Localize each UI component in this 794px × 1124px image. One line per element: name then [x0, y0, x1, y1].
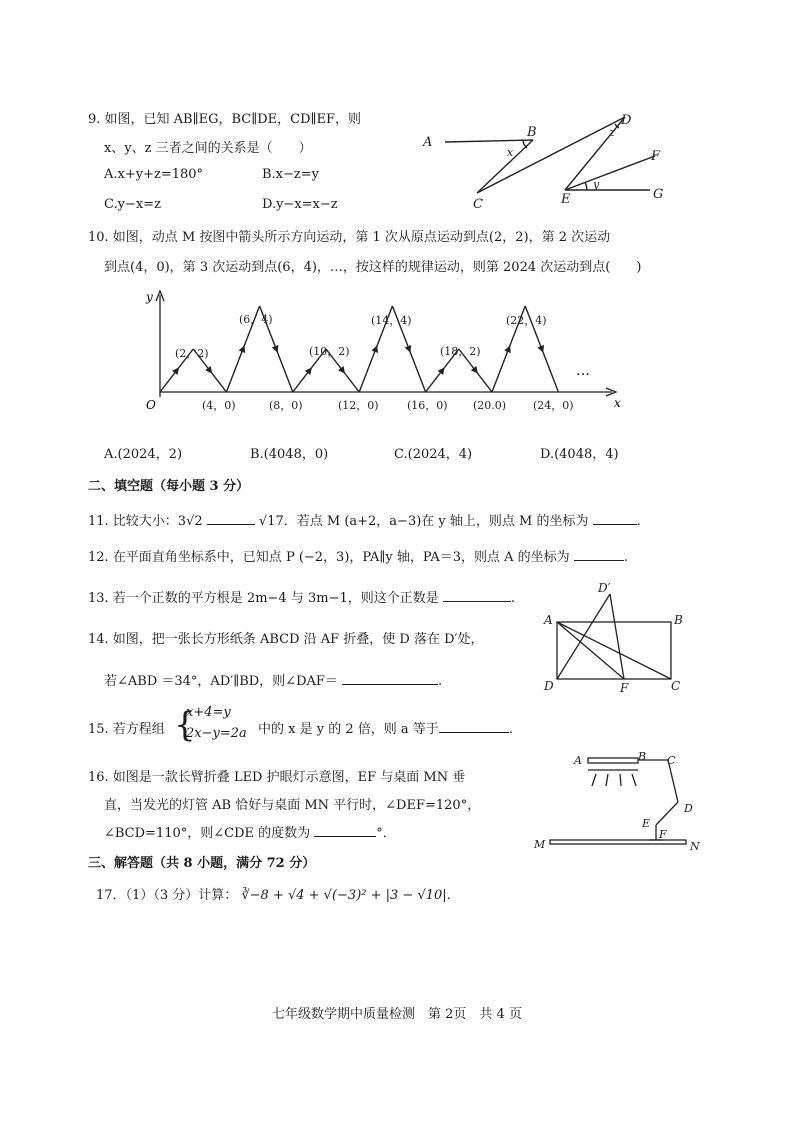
- q11-part1: 11. 比较大小：3√2: [88, 514, 203, 529]
- q14-line2-text: 若∠ABD ＝34°，AD′∥BD，则∠DAF＝: [104, 674, 338, 689]
- q9-stem-line2: x、y、z 三者之间的关系是（ ）: [104, 141, 312, 156]
- q10-movement-chart: [130, 285, 635, 420]
- direction-arrowhead: [471, 366, 478, 374]
- q10-option-c: C.(2024，4): [394, 447, 473, 462]
- q16-label-e: E: [642, 817, 651, 830]
- q9-label-b: B: [527, 125, 537, 140]
- direction-arrowhead: [338, 366, 345, 374]
- q15-eq2: 2x−y=2a: [186, 726, 247, 741]
- base-label-4: (16，0): [407, 399, 448, 412]
- section-answer-title: 三、解答题（共 8 小题，满分 72 分）: [88, 856, 316, 871]
- direction-arrowhead: [172, 367, 179, 375]
- q10-option-d: D.(4048，4): [540, 447, 619, 462]
- q17-label: 17．（1）（3 分）计算：: [96, 888, 238, 903]
- page-footer: 七年级数学期中质量检测 第 2页 共 4 页: [272, 1007, 522, 1022]
- q12-end: .: [623, 550, 628, 565]
- q9-label-g: G: [653, 187, 664, 202]
- q9-option-d: D.y−x=x−z: [262, 197, 338, 212]
- q15-blank[interactable]: [439, 718, 509, 733]
- q15-end: .: [508, 722, 513, 737]
- q14-line2: [104, 670, 442, 689]
- q17-expression: ∛−8 + √4 + √(−3)² + |3 − √10|.: [241, 888, 451, 903]
- peak-label-6: (22，4): [506, 314, 547, 327]
- q16-label-a: A: [574, 754, 582, 767]
- q16-blank[interactable]: [314, 822, 376, 837]
- peak-label-3: (10，2): [309, 345, 350, 358]
- q17-line: [96, 884, 451, 903]
- q9-label-e: E: [561, 192, 571, 207]
- q16-line2: 直，当发光的灯管 AB 恰好与桌面 MN 平行时，∠DEF=120°，: [104, 798, 481, 813]
- q12-text: 12. 在平面直角坐标系中，已知点 P (−2，3)，PA∥y 轴，PA＝3，则点 A 的坐标为: [88, 550, 570, 565]
- q9-label-z: z: [609, 126, 615, 139]
- direction-arrowhead: [205, 366, 212, 374]
- base-label-6: (24，0): [533, 399, 574, 412]
- q14-end: .: [438, 674, 443, 689]
- q16-end: °．: [376, 826, 396, 841]
- q14-label-dprime: D′: [598, 582, 611, 595]
- q11-blank-1[interactable]: [207, 510, 255, 525]
- q12-line: [88, 546, 628, 565]
- q9-label-f: F: [651, 149, 661, 164]
- q16-line3-text: ∠BCD=110°，则∠CDE 的度数为: [104, 826, 311, 841]
- q10-option-b: B.(4048，0): [250, 447, 329, 462]
- q16-label-f: F: [659, 828, 667, 841]
- q14-figure: [538, 582, 688, 694]
- q9-option-b: B.x−z=y: [262, 167, 319, 182]
- q9-stem-line1: 9. 如图，已知 AB∥EG，BC∥DE，CD∥EF，则: [88, 112, 362, 127]
- q13-end: .: [510, 591, 516, 606]
- q16-label-c: C: [667, 754, 676, 767]
- q16-line1: 16. 如图是一款长臂折叠 LED 护眼灯示意图，EF 与桌面 MN 垂: [88, 770, 466, 785]
- peak-label-1: (2，2): [175, 347, 209, 360]
- q14-label-f: F: [620, 681, 629, 694]
- peak-label-5: (18，2): [440, 345, 481, 358]
- q11-line: [88, 510, 641, 529]
- base-label-2: (8，0): [269, 399, 303, 412]
- direction-arrowhead: [438, 367, 445, 375]
- origin-label: O: [146, 398, 156, 412]
- q11-blank-2[interactable]: [593, 510, 637, 525]
- q9-label-c: C: [473, 197, 483, 210]
- q16-lamp-figure: [528, 752, 708, 856]
- q15-prefix: 15. 若方程组: [88, 722, 165, 737]
- q14-line1: 14. 如图，把一张长方形纸条 ABCD 沿 AF 折叠，使 D 落在 D′处，: [88, 632, 484, 647]
- q11-end: .: [636, 514, 641, 529]
- q14-label-d: D: [544, 679, 554, 693]
- q16-label-d: D: [684, 802, 693, 815]
- q15-brace: {: [174, 705, 196, 745]
- q15-suffix-text: 中的 x 是 y 的 2 倍，则 a 等于: [258, 722, 439, 737]
- q11-part2: √17．若点 M (a+2，a−3)在 y 轴上，则点 M 的坐标为: [258, 514, 589, 529]
- q13-blank[interactable]: [443, 587, 511, 602]
- ellipsis: …: [576, 363, 590, 379]
- peak-label-4: (14，4): [371, 314, 412, 327]
- section-fill-in-title: 二、填空题（每小题 3 分）: [88, 479, 250, 494]
- q15-suffix: [258, 718, 513, 737]
- q14-blank[interactable]: [342, 670, 438, 685]
- q10-stem-line2: 到点(4，0)，第 3 次运动到点(6，4)，…，按这样的规律运动，则第 2024 次运动到点( ): [104, 260, 642, 275]
- q10-stem-line1: 10. 如图，动点 M 按图中箭头所示方向运动，第 1 次从原点运动到点(2，2)，第 2 次运动: [88, 230, 611, 245]
- q13-text: 13. 若一个正数的平方根是 2m−4 与 3m−1，则这个正数是: [88, 591, 439, 606]
- q9-label-y: y: [593, 178, 600, 191]
- direction-arrowhead: [305, 367, 312, 375]
- q12-blank[interactable]: [574, 546, 624, 561]
- q16-label-b: B: [638, 752, 647, 763]
- q9-label-a: A: [423, 135, 433, 150]
- peak-label-2: (6，4): [239, 313, 273, 326]
- q9-option-a: A.x+y+z=180°: [104, 167, 204, 182]
- q16-label-n: N: [690, 840, 700, 853]
- base-label-5: (20.0): [473, 399, 507, 412]
- base-label-3: (12，0): [338, 399, 379, 412]
- q15-eq1: x+4=y: [186, 705, 231, 720]
- q10-option-a: A.(2024，2): [104, 447, 183, 462]
- q9-label-d: D: [621, 113, 632, 128]
- q9-label-x: x: [507, 146, 514, 159]
- q14-label-a: A: [544, 613, 553, 627]
- q16-line3: [104, 822, 396, 841]
- q14-label-c: C: [671, 679, 681, 693]
- q13-line: [88, 587, 515, 606]
- q9-option-c: C.y−x=z: [104, 197, 161, 212]
- q16-label-m: M: [534, 838, 546, 851]
- y-axis-label: y: [146, 290, 153, 304]
- q14-label-b: B: [674, 613, 683, 627]
- x-axis-label: x: [614, 396, 621, 410]
- base-label-1: (4，0): [202, 399, 236, 412]
- q9-figure: [415, 100, 695, 210]
